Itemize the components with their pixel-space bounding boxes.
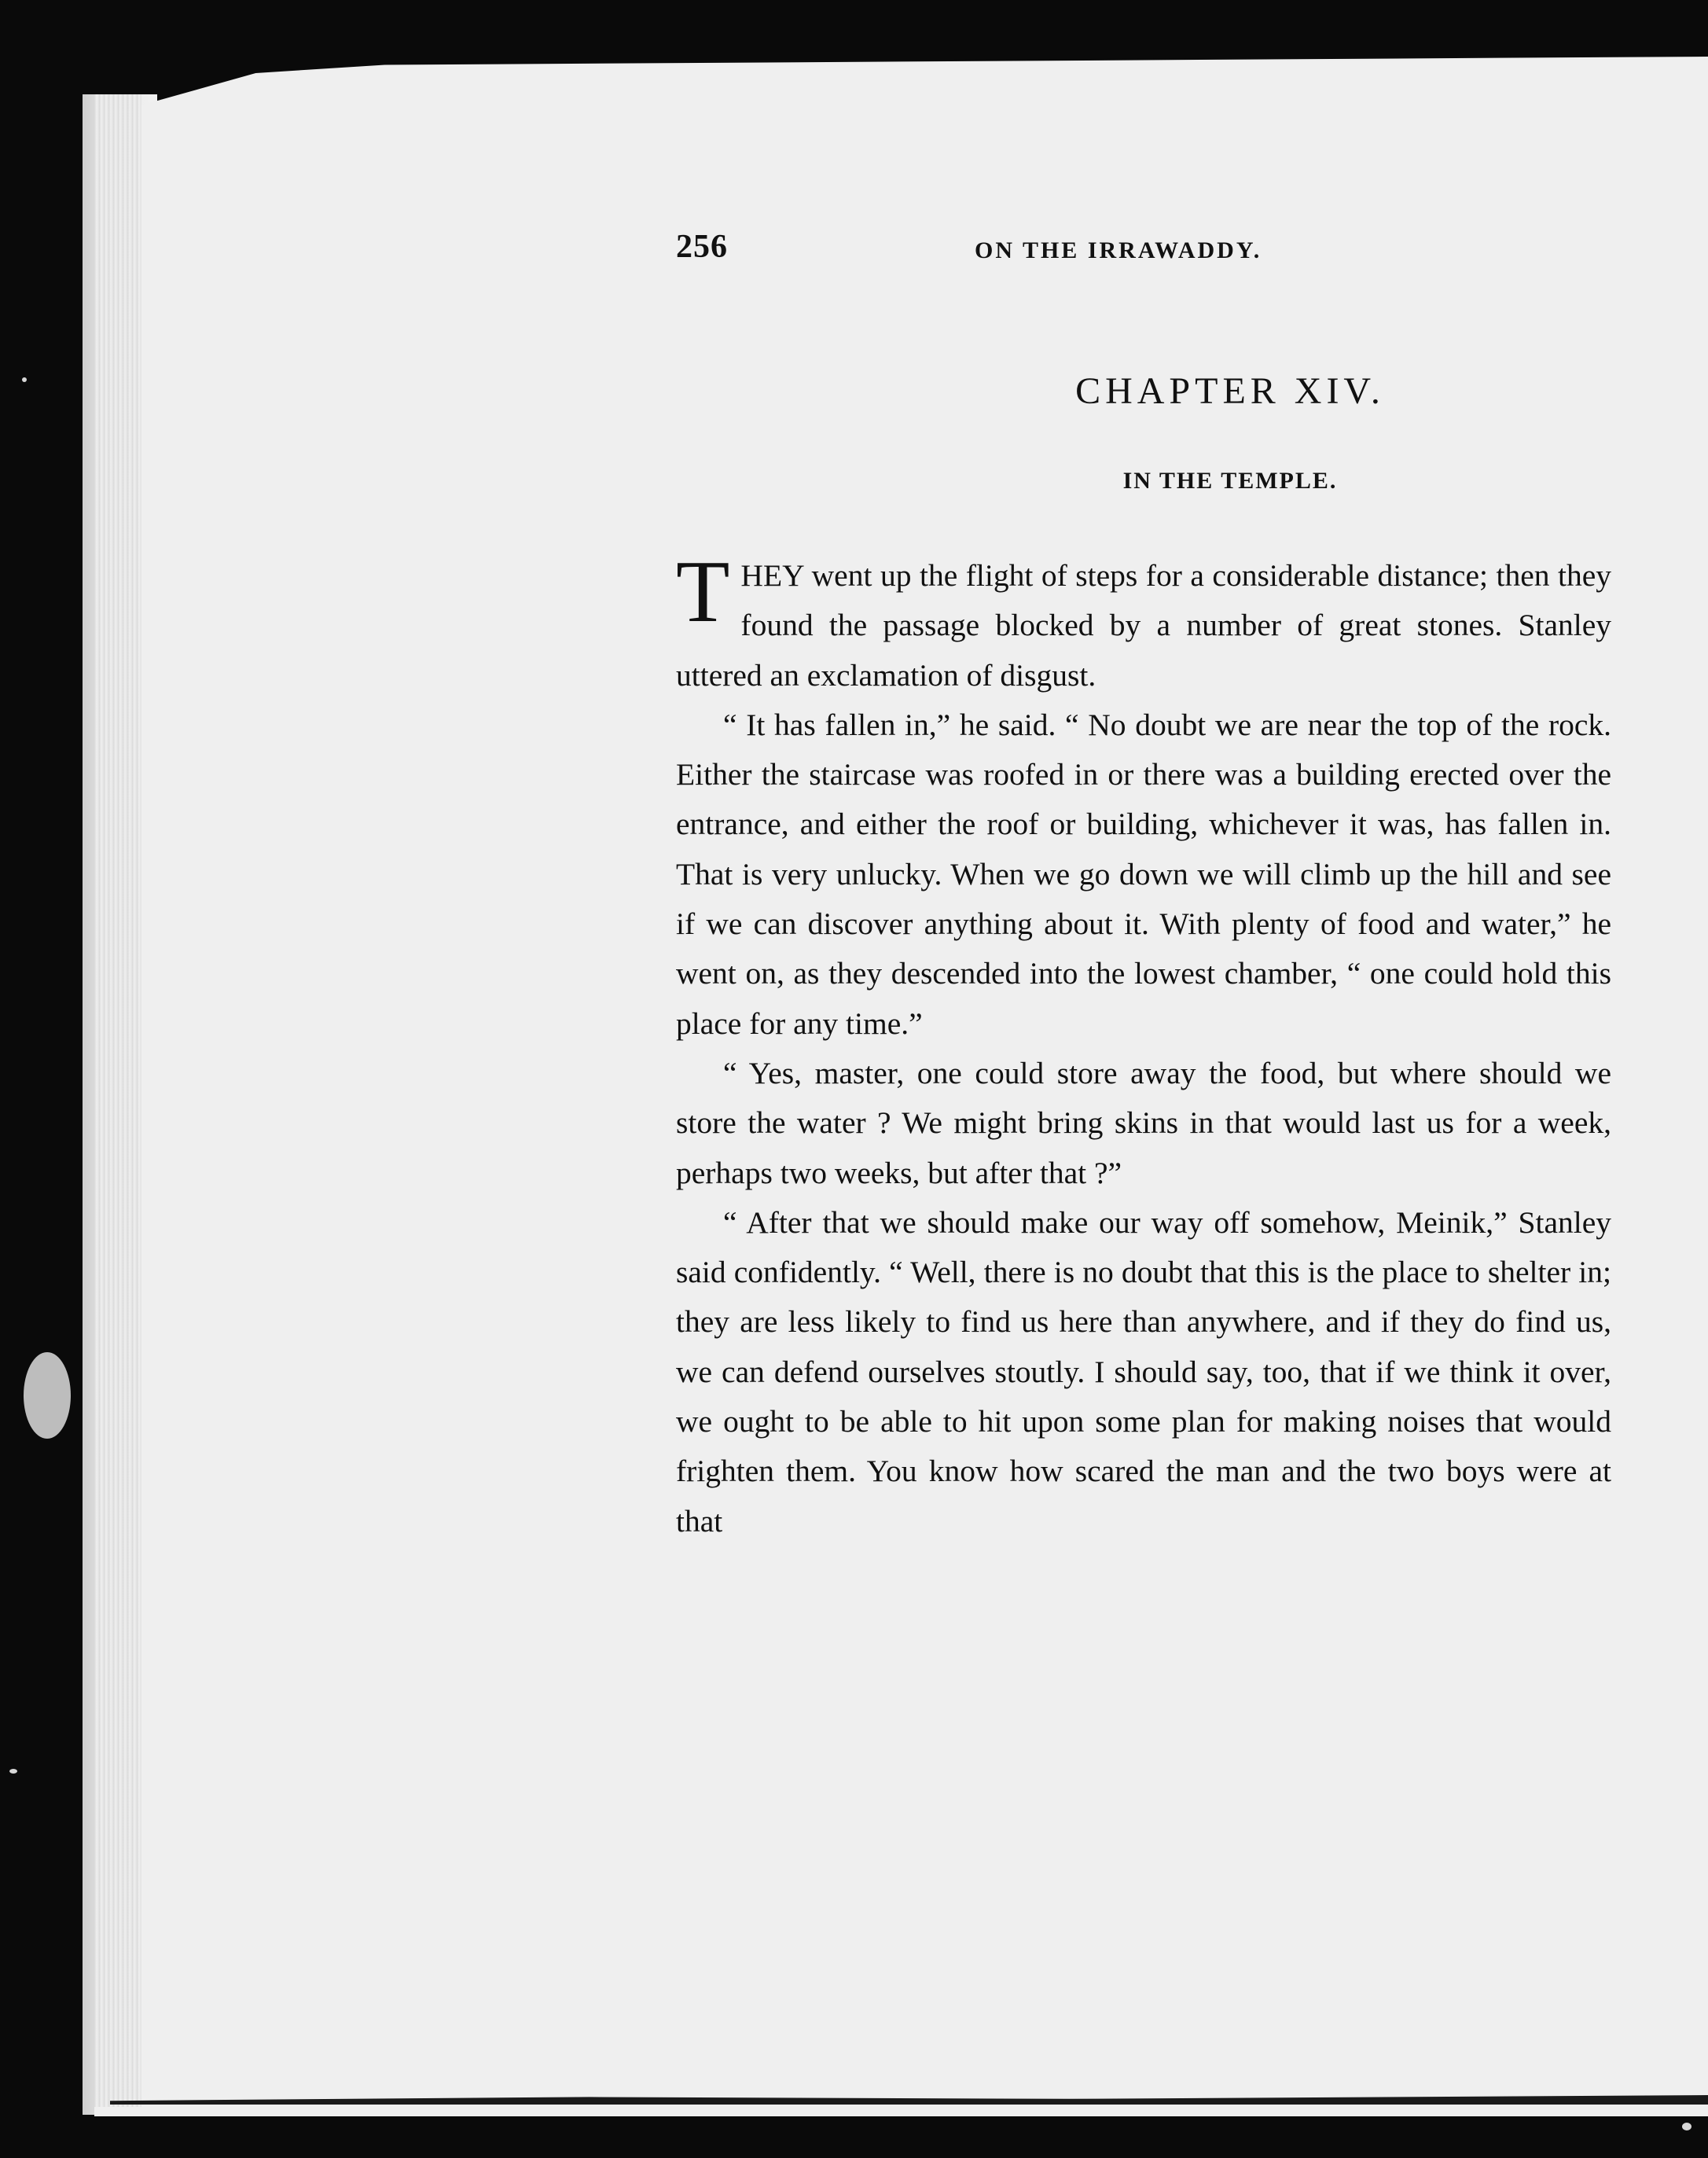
chapter-title: CHAPTER XIV.: [1075, 370, 1385, 412]
scan-speck: [22, 377, 27, 382]
scan-speck: [9, 1769, 17, 1774]
drop-cap: T: [676, 543, 730, 641]
paragraph: [676, 543, 1611, 700]
scan-speck: [24, 1352, 71, 1439]
scan-speck: [1682, 2123, 1691, 2130]
paragraph: “ It has fallen in,” he said. “ No doubt we are near the top of the rock. Either the staircase was roofed in or there was a building erected over the entrance, and either the roof or building, whichever it was, has fallen in. That is very unlucky. When we go down we will climb up the hill and see if we can discover anything about it. With plenty of food and water,” he went on, as they descended into the lowest chamber, “ one could hold this place for any time.”: [676, 707, 1611, 1041]
chapter-body: [676, 543, 1611, 1546]
page-number: 256: [676, 229, 728, 265]
chapter-subtitle: IN THE TEMPLE.: [1122, 468, 1338, 494]
page-stack-edge: [94, 94, 141, 2107]
paragraph: “ Yes, master, one could store away the food, but where should we store the water ? We might bring skins in that would last us for a week, perhaps two weeks, but after that ?”: [676, 1055, 1611, 1190]
paragraph: “ After that we should make our way off somehow, Meinik,” Stanley said confidently. “ Well, there is no doubt that this is the place to shelter in; they are less likely to find us here than anywhere, and if they do find us, we can defend ourselves stoutly. I should say, too, that if we think it over, we ought to be able to hit upon some plan for making noises that would frighten them. You know how scared the man and the two boys were at that: [676, 1204, 1611, 1539]
paragraph-text: HEY went up the flight of steps for a considerable distance; then they found the passage blocked by a number of great stones. Stanley uttered an exclamation of disgust.: [676, 558, 1611, 693]
running-head: [676, 228, 1611, 291]
page-text: [676, 228, 1611, 1546]
running-title: ON THE IRRAWADDY.: [975, 237, 1262, 263]
